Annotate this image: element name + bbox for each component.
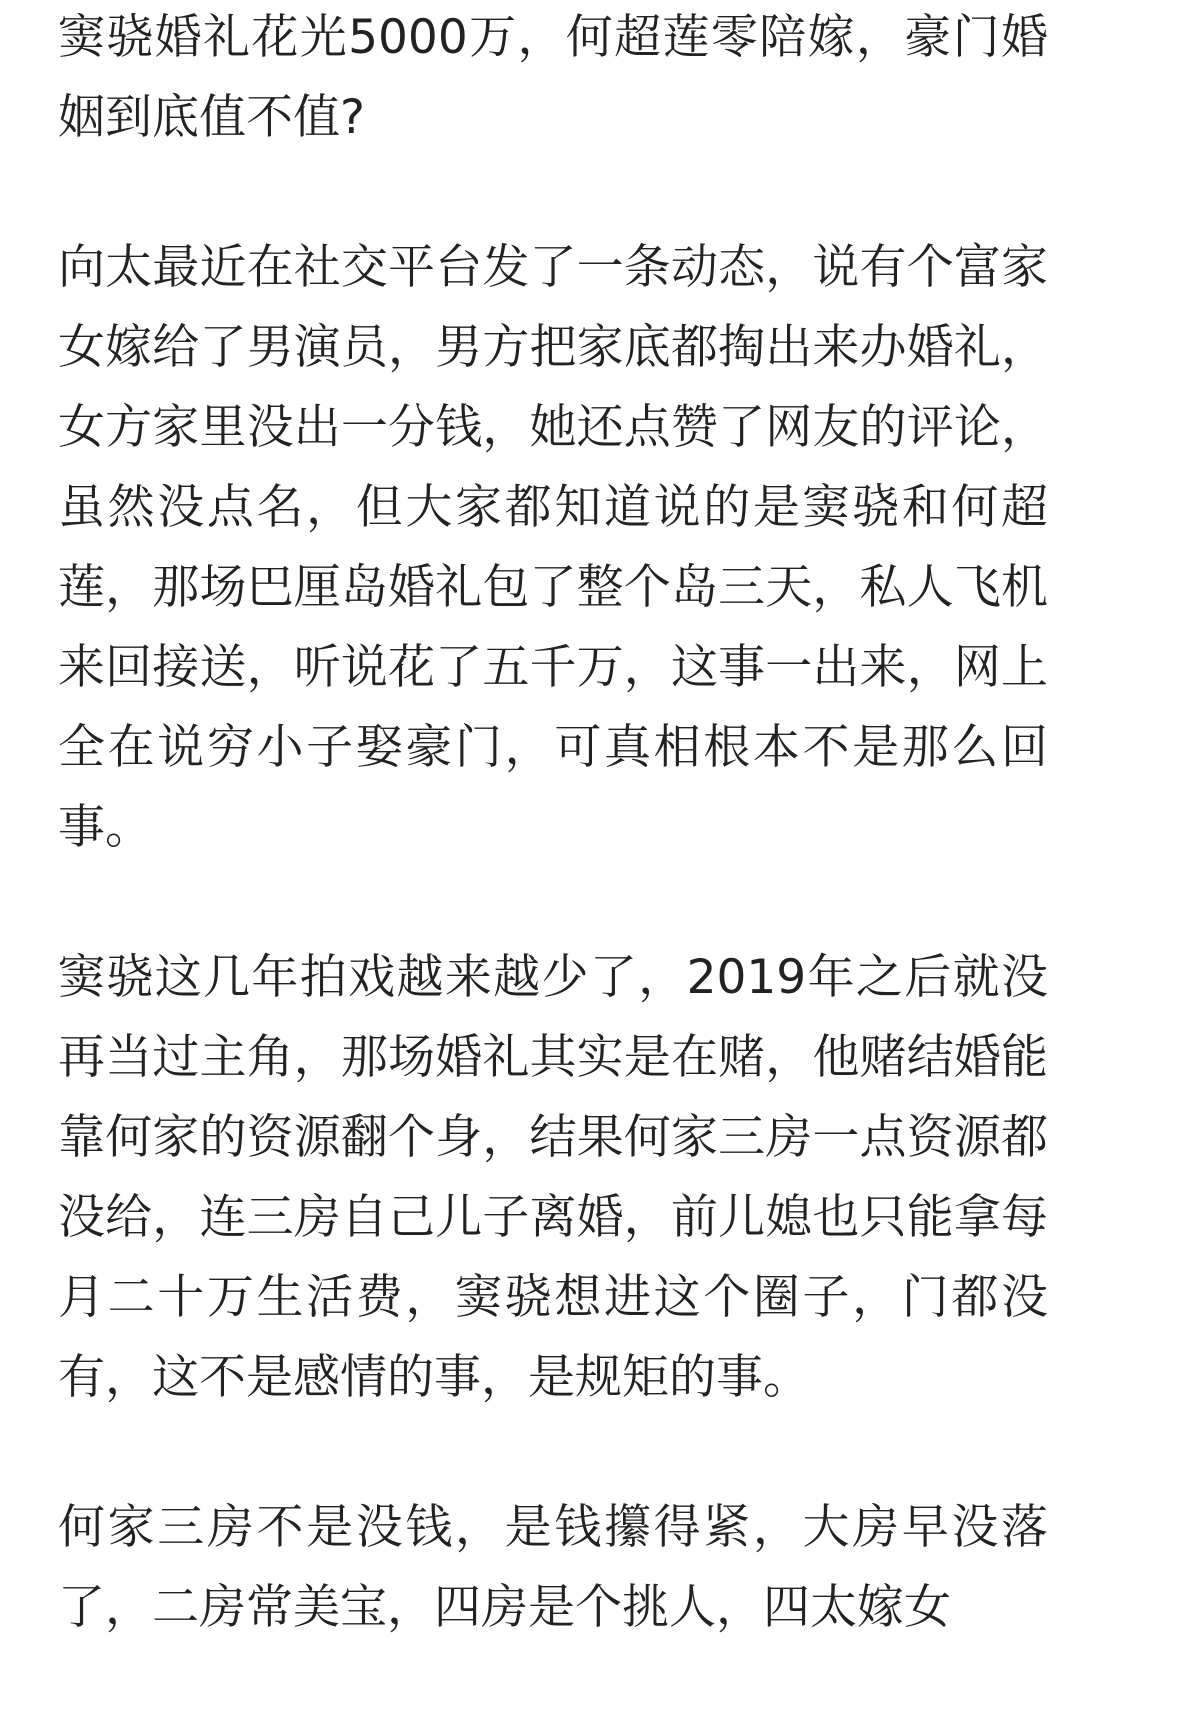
article-title: 窦骁婚礼花光5000万，何超莲零陪嫁，豪门婚姻到底值不值? xyxy=(58,10,1048,145)
paragraph-1: 向太最近在社交平台发了一条动态，说有个富家女嫁给了男演员，男方把家底都掏出来办婚礼，女方家里没出一分钱，她还点赞了网友的评论，虽然没点名，但大家都知道说的是窦骁和何超莲，那场巴厘岛婚礼包了整个岛三天，私人飞机来回接送，听说花了五千万，这事一出来，网上全在说穷小子娶豪门，可真相根本不是那么回事。 xyxy=(58,240,1048,855)
article-body xyxy=(58,0,1048,1718)
paragraph-3: 何家三房不是没钱，是钱攥得紧，大房早没落了，二房常美宝，四房是个挑人，四太嫁女 xyxy=(58,1500,1048,1635)
paragraph-2: 窦骁这几年拍戏越来越少了，2019年之后就没再当过主角，那场婚礼其实是在赌，他赌结婚能靠何家的资源翻个身，结果何家三房一点资源都没给，连三房自己儿子离婚，前儿媳也只能拿每月二十万生活费，窦骁想进这个圈子，门都没有，这不是感情的事，是规矩的事。 xyxy=(58,950,1048,1405)
